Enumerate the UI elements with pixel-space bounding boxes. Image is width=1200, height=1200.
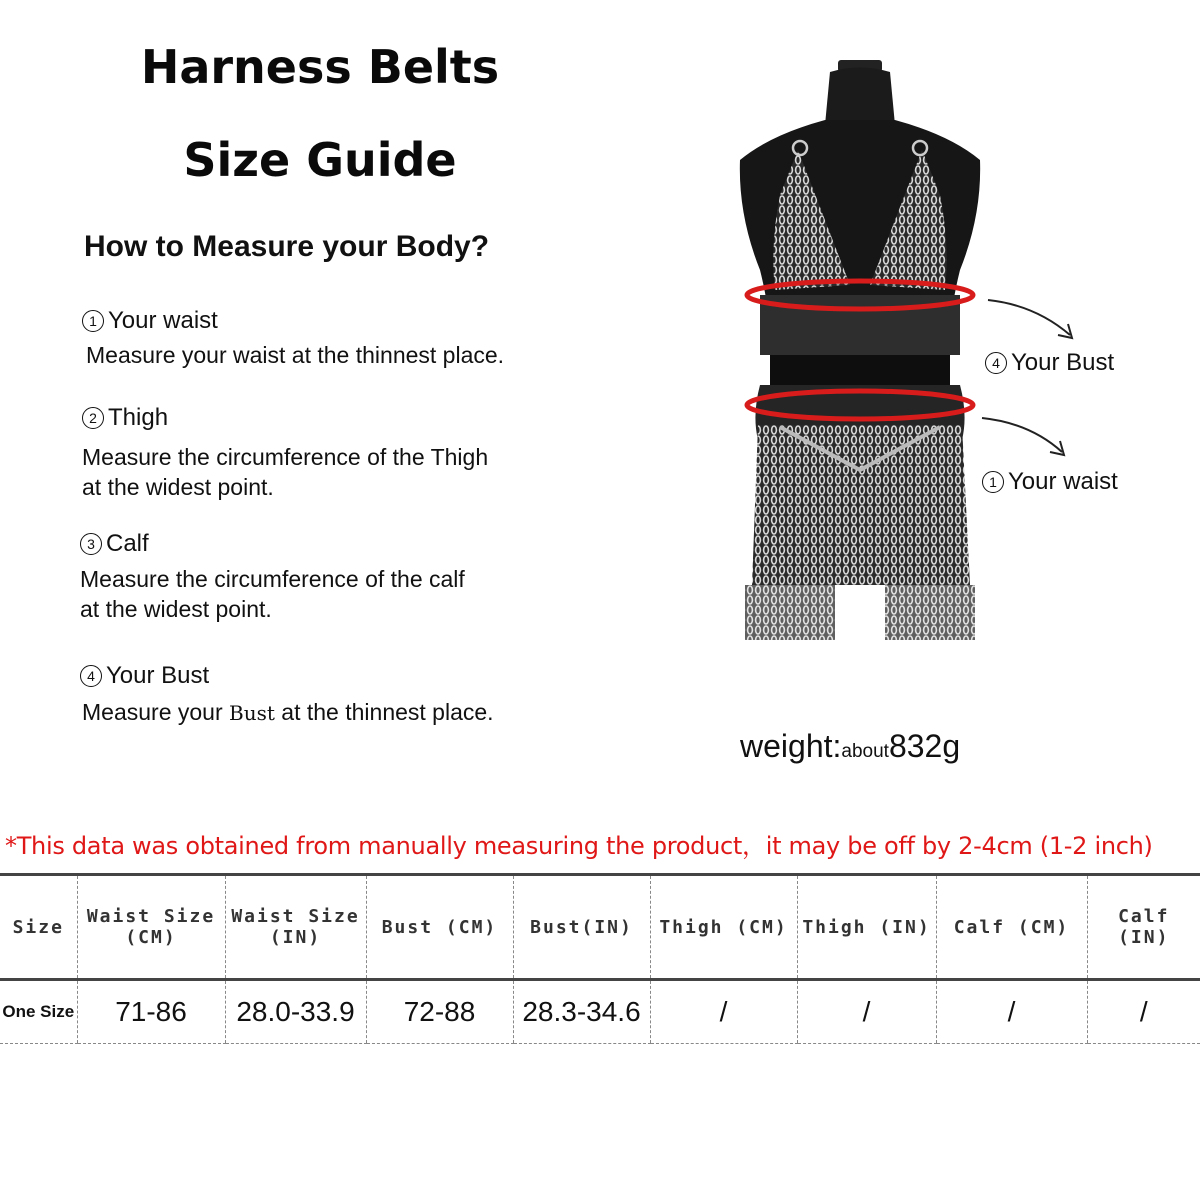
weight-about: about	[841, 741, 889, 762]
table-header-row	[0, 875, 1200, 980]
header-cell: Calf (CM)	[936, 875, 1087, 980]
step-label: Thigh	[108, 404, 169, 431]
weight-label: weight:	[740, 728, 842, 764]
header-cell: Size	[0, 875, 77, 980]
header-cell: Thigh (IN)	[797, 875, 936, 980]
how-to-heading: How to Measure your Body?	[84, 230, 490, 263]
step-label: Your Bust	[106, 662, 210, 689]
step-label: Your waist	[108, 307, 218, 334]
mannequin-illustration	[730, 55, 990, 645]
bust-diagram-label	[985, 349, 1114, 377]
diagram-arrows	[980, 290, 1090, 470]
label-text: Your waist	[1008, 468, 1118, 495]
table-cell: /	[1087, 980, 1200, 1044]
description-line: at the widest point.	[80, 596, 272, 622]
circled-number-icon: 4	[80, 665, 102, 687]
step-waist-description	[86, 340, 504, 370]
description-text: Measure your	[82, 699, 223, 725]
weight-value: 832g	[888, 728, 961, 764]
circled-number-icon: 1	[82, 310, 104, 332]
table-cell: 71-86	[77, 980, 225, 1044]
title-line-2: Size Guide	[183, 133, 457, 187]
header-cell: Bust (CM)	[366, 875, 513, 980]
step-calf-heading	[80, 530, 149, 558]
table-cell: 28.3-34.6	[513, 980, 650, 1044]
description-bust-word: Bust	[229, 701, 275, 725]
header-cell: Thigh (CM)	[650, 875, 797, 980]
table-cell: One Size	[0, 980, 77, 1044]
header-cell: Bust(IN)	[513, 875, 650, 980]
circled-number-icon: 4	[985, 352, 1007, 374]
circled-number-icon: 1	[982, 471, 1004, 493]
table-cell: /	[650, 980, 797, 1044]
description-line: Measure the circumference of the Thigh	[82, 444, 489, 470]
table-row	[0, 980, 1200, 1044]
step-calf-description	[80, 564, 465, 624]
weight-info	[740, 728, 960, 765]
header-cell: Calf (IN)	[1087, 875, 1200, 980]
description-line: Measure the circumference of the calf	[80, 566, 465, 592]
description-line: Measure your waist at the thinnest place.	[86, 342, 505, 368]
waist-diagram-label	[982, 468, 1118, 496]
description-line: at the widest point.	[82, 474, 274, 500]
table-cell: 28.0-33.9	[225, 980, 366, 1044]
step-bust-description	[82, 697, 494, 728]
step-thigh-heading	[82, 404, 168, 432]
title-line-1: Harness Belts	[140, 40, 500, 94]
header-cell: Waist Size (IN)	[225, 875, 366, 980]
circled-number-icon: 3	[80, 533, 102, 555]
step-label: Calf	[106, 530, 149, 557]
size-table	[0, 873, 1200, 1044]
description-text: at the thinnest place.	[281, 699, 494, 725]
label-text: Your Bust	[1011, 349, 1115, 376]
table-cell: /	[797, 980, 936, 1044]
circled-number-icon: 2	[82, 407, 104, 429]
step-waist-heading	[82, 307, 218, 335]
step-thigh-description	[82, 442, 488, 502]
table-cell: 72-88	[366, 980, 513, 1044]
measurement-note: *This data was obtained from manually measuring the product，it may be off by 2-4cm (1-2 inch)	[5, 832, 1153, 860]
table-cell: /	[936, 980, 1087, 1044]
step-bust-heading	[80, 662, 209, 690]
header-cell: Waist Size (CM)	[77, 875, 225, 980]
